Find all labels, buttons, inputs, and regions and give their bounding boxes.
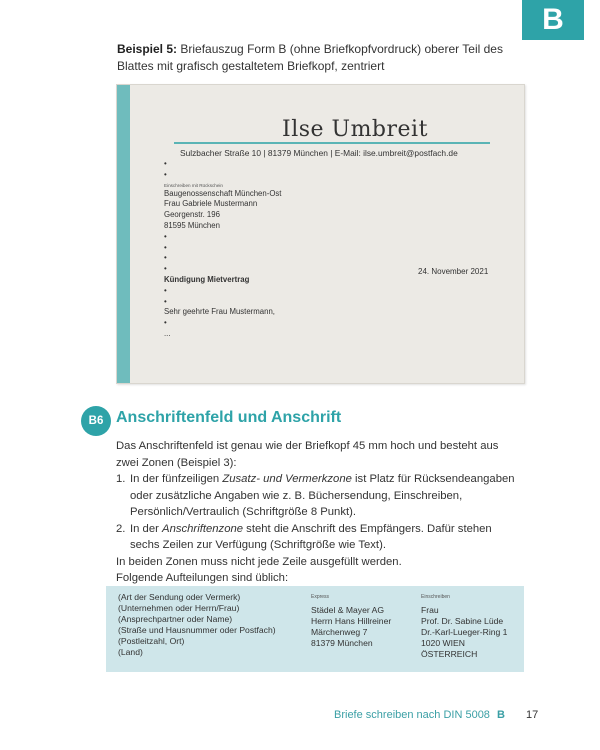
address-line: (Ansprechpartner oder Name): [118, 614, 233, 624]
address-example-registered: [421, 594, 507, 660]
paragraph: Folgende Aufteilungen sind üblich:: [116, 572, 289, 584]
address-line: 81379 München: [311, 638, 373, 648]
list-number: 2.: [116, 522, 126, 535]
footer-title: Briefe schreiben nach DIN 5008: [334, 709, 490, 721]
letter-line: Georgenstr. 196: [164, 210, 220, 220]
address-line: (Straße und Hausnummer oder Postfach): [118, 625, 276, 635]
paragraph: In beiden Zonen muss nicht jede Zeile ausgefüllt werden.: [116, 555, 402, 568]
section-badge: B6: [81, 406, 111, 436]
address-line: Märchenweg 7: [311, 627, 368, 637]
address-examples-box: [106, 586, 524, 672]
address-line: (Postleitzahl, Ort): [118, 636, 185, 646]
address-line: (Art der Sendung oder Vermerk): [118, 592, 241, 602]
letter-line: Baugenossenschaft München-Ost: [164, 188, 282, 198]
list-text-post: ist Platz für Rücksendeangaben oder zusätzliche Angaben wie z. B. Büchersendung, Einschreiben, Persönlich/Vertraulich (Schriftgröße 8 Punkt).: [130, 473, 515, 518]
address-line: (Unternehmen oder Herrn/Frau): [118, 603, 240, 613]
letter-line: Sehr geehrte Frau Mustermann,: [164, 307, 275, 317]
address-line: (Land): [118, 647, 143, 657]
list-text-pre: In der fünfzeiligen: [130, 473, 223, 485]
letter-line: •: [164, 285, 167, 295]
address-line: Prof. Dr. Sabine Lüde: [421, 616, 504, 626]
letter-sender-address: Sulzbacher Straße 10 | 81379 München | E-Mail: ilse.umbreit@postfach.de: [180, 148, 458, 158]
letter-line: •: [164, 296, 167, 306]
section-body: [116, 438, 516, 587]
letter-subject: Kündigung Mietvertrag: [164, 275, 250, 284]
letter-line: 81595 München: [164, 221, 220, 230]
page-footer: [334, 709, 538, 721]
example-caption: [117, 41, 517, 75]
address-line: 1020 WIEN: [421, 638, 465, 648]
list-text: [127, 521, 516, 554]
address-line: ÖSTERREICH: [421, 649, 478, 659]
letter-line: Einschreiben mit Rückschein: [164, 182, 223, 188]
list-text-post: steht die Anschrift des Empfängers. Dafür stehen sechs Zeilen zur Verfügung (Schriftgröße wie Text).: [130, 522, 492, 551]
list-text: [127, 471, 516, 521]
list-text-emphasis: Zusatz- und Vermerkzone: [222, 473, 352, 485]
list-text-pre: In der: [130, 522, 163, 535]
address-line: Dr.-Karl-Lueger-Ring 1: [421, 627, 508, 637]
letter-line: •: [164, 159, 167, 168]
letter-example: [116, 84, 525, 384]
letter-line: •: [164, 231, 167, 241]
address-zone-legend: [118, 592, 276, 658]
footer-chapter: B: [497, 709, 505, 721]
example-text: Briefauszug Form B (ohne Briefkopfvordruck) oberer Teil des Blattes mit grafisch gestaltetem Briefkopf, zentriert: [117, 42, 503, 73]
list-item: [116, 521, 516, 554]
example-label: Beispiel 5:: [117, 42, 178, 56]
letter-line: Frau Gabriele Mustermann: [164, 199, 258, 209]
list-number: 1.: [116, 473, 126, 485]
address-example-express: [311, 594, 391, 649]
letter-line: ...: [164, 329, 171, 338]
letter-line: •: [164, 318, 167, 328]
address-example-label: Einschreiben: [421, 594, 450, 600]
address-line: Städel & Mayer AG: [311, 605, 385, 615]
address-example-lines: [311, 605, 391, 649]
letter-line: •: [164, 264, 167, 274]
list-item: [116, 471, 516, 521]
letter-line: •: [164, 253, 167, 263]
section-title: Anschriftenfeld und Anschrift: [116, 409, 342, 426]
letter-accent-bar: [117, 85, 130, 383]
intro-paragraph: Das Anschriftenfeld ist genau wie der Briefkopf 45 mm hoch und besteht aus zwei Zonen (Beispiel 3):: [116, 440, 499, 469]
address-example-lines: [421, 605, 507, 660]
list-text-emphasis: Anschriftenzone: [162, 522, 244, 535]
chapter-tab: B: [522, 0, 584, 40]
letter-sender-name: Ilse Umbreit: [282, 117, 428, 142]
page-number: 17: [526, 709, 539, 721]
letter-date: 24. November 2021: [418, 267, 489, 276]
address-line: Frau: [421, 605, 439, 615]
address-example-label: Express: [311, 594, 330, 600]
letter-line: •: [164, 169, 167, 179]
letter-line: •: [164, 242, 167, 252]
letter-header-rule: [174, 142, 490, 144]
address-line: Herrn Hans Hillreiner: [311, 616, 392, 626]
